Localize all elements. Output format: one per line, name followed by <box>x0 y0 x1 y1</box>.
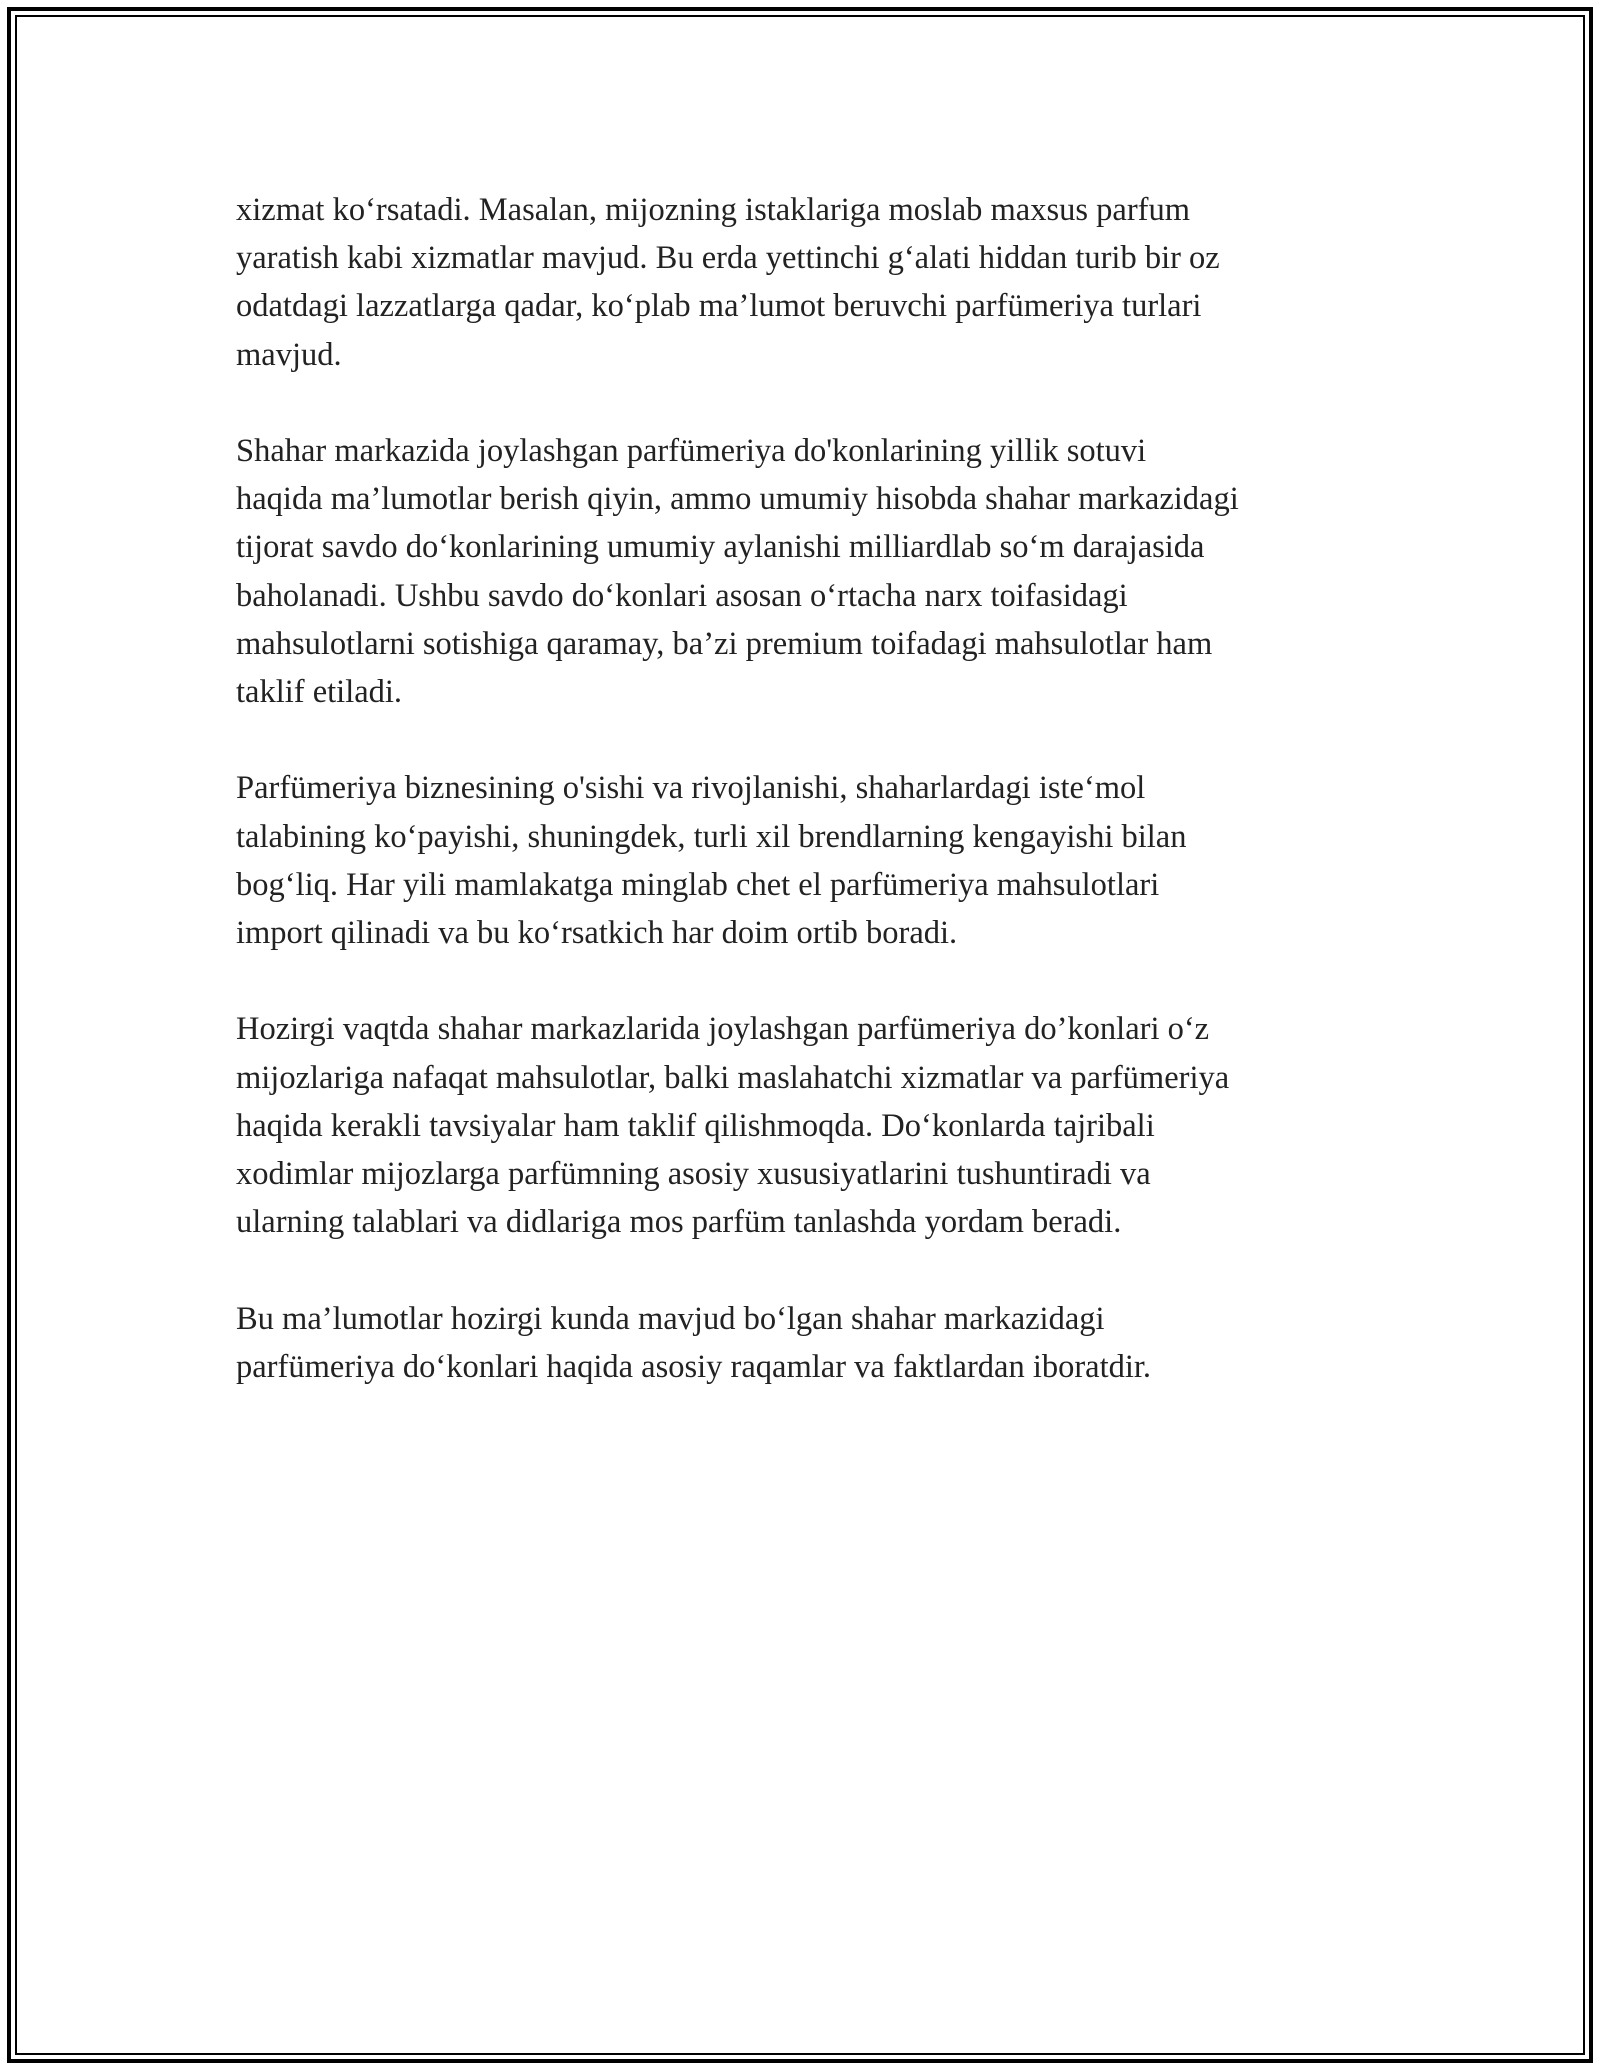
text-line: Bu ma’lumotlar hozirgi kunda mavjud bo‘lgan shahar markazidagi <box>236 1300 1105 1337</box>
text-line: bog‘liq. Har yili mamlakatga minglab chet el parfümeriya mahsulotlari <box>236 866 1160 903</box>
text-line: Shahar markazida joylashgan parfümeriya do'konlarining yillik sotuvi <box>236 433 1147 469</box>
text-line: Hozirgi vaqtda shahar markazlarida joylashgan parfümeriya do’konlari o‘z <box>236 1011 1210 1048</box>
paragraph <box>236 764 1396 957</box>
text-line: mahsulotlarni sotishiga qaramay, ba’zi premium toifadagi mahsulotlar ham <box>236 625 1213 662</box>
text-line: taklif etiladi. <box>236 674 403 711</box>
document-body <box>236 186 1396 1439</box>
paragraph <box>236 1005 1396 1246</box>
paragraph <box>236 1295 1396 1391</box>
text-line: parfümeriya do‘konlari haqida asosiy raqamlar va faktlardan iboratdir. <box>236 1348 1152 1385</box>
text-line: haqida ma’lumotlar berish qiyin, ammo umumiy hisobda shahar markazidagi <box>236 481 1239 518</box>
text-line: haqida kerakli tavsiyalar ham taklif qilishmoqda. Do‘konlarda tajribali <box>236 1107 1155 1144</box>
text-line: ularning talablari va didlariga mos parfüm tanlashda yordam beradi. <box>236 1204 1122 1241</box>
text-line: xizmat ko‘rsatadi. Masalan, mijozning istaklariga moslab maxsus parfum <box>236 192 1191 228</box>
text-line: odatdagi lazzatlarga qadar, ko‘plab ma’lumot beruvchi parfümeriya turlari <box>236 288 1202 325</box>
text-line: tijorat savdo do‘konlarining umumiy aylanishi milliardlab so‘m darajasida <box>236 529 1205 566</box>
text-line: baholanadi. Ushbu savdo do‘konlari asosan o‘rtacha narx toifasidagi <box>236 577 1128 614</box>
text-line: xodimlar mijozlarga parfümning asosiy xususiyatlarini tushuntiradi va <box>236 1156 1151 1193</box>
text-line: talabining ko‘payishi, shuningdek, turli xil brendlarning kengayishi bilan <box>236 818 1187 855</box>
text-line: import qilinadi va bu ko‘rsatkich har doim ortib boradi. <box>236 915 958 952</box>
text-line: yaratish kabi xizmatlar mavjud. Bu erda yettinchi g‘alati hiddan turib bir oz <box>236 240 1220 277</box>
paragraph <box>236 186 1396 379</box>
text-line: mavjud. <box>236 336 342 373</box>
text-line: mijozlariga nafaqat mahsulotlar, balki maslahatchi xizmatlar va parfümeriya <box>236 1059 1230 1096</box>
text-line: Parfümeriya biznesining o'sishi va rivojlanishi, shaharlardagi iste‘mol <box>236 770 1146 807</box>
paragraph <box>236 427 1396 716</box>
